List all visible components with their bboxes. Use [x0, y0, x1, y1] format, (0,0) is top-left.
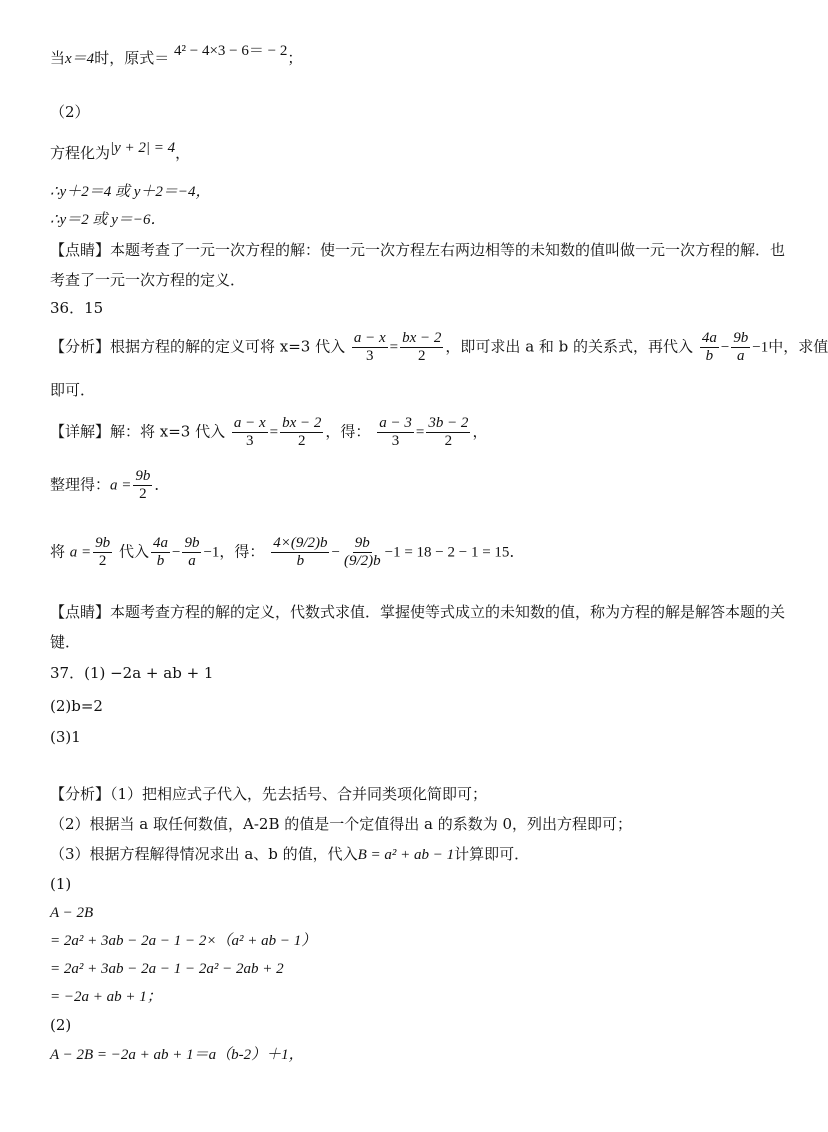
math: −1	[752, 339, 769, 356]
denominator: 2	[418, 348, 426, 364]
numerator: a − x	[233, 415, 266, 431]
line-17: (2)b=2	[50, 697, 103, 715]
operator: =	[389, 339, 399, 356]
text: ，得：	[219, 542, 265, 561]
text: 【详解】解：将 x=3 代入	[50, 422, 226, 441]
text: ，	[472, 422, 488, 441]
denominator: a	[188, 553, 196, 569]
operator: =	[269, 424, 279, 441]
line-11	[50, 415, 487, 450]
text: 中，求值	[768, 337, 828, 356]
line-24: = 2a² + 3ab − 2a − 1 − 2×（a² + ab − 1）	[50, 933, 317, 949]
denominator: b	[156, 553, 165, 569]
line-16: 37．(1) −2a + ab + 1	[50, 664, 214, 682]
operator: =	[415, 424, 425, 441]
line-1	[50, 43, 303, 69]
denominator: a	[737, 348, 745, 364]
fraction	[731, 330, 750, 365]
text: ．	[154, 475, 170, 494]
line-9	[50, 330, 828, 365]
math-expression: |y + 2| = 4	[110, 140, 176, 156]
text: ，得：	[325, 422, 371, 441]
text: 整理得：	[50, 475, 111, 494]
line-5: ∴y＝2 或 y＝−6．	[50, 212, 166, 228]
math-expression: 4² − 4×3 − 6＝ − 2	[173, 43, 288, 59]
fraction	[700, 330, 719, 365]
text: ，即可求出 a 和 b 的关系式，再代入	[445, 337, 694, 356]
math: a =	[69, 544, 92, 561]
line-26: = −2a + ab + 1；	[50, 989, 162, 1005]
operator: −	[331, 544, 340, 561]
fraction	[426, 415, 470, 450]
line-22: (1)	[50, 875, 72, 893]
text: 当	[50, 49, 66, 67]
line-4: ∴y＋2＝4 或 y＋2＝−4，	[50, 184, 211, 200]
math: −1 = 18 − 2 − 1 = 15	[384, 544, 510, 561]
line-14: 【点睛】本题考查方程的解的定义，代数式求值．掌握使等式成立的未知数的值，称为方程的解是解答本题的关	[50, 603, 786, 621]
line-27: (2)	[50, 1016, 72, 1034]
line-20: （2）根据当 a 取任何数值，A-2B 的值是一个定值得出 a 的系数为 0，列出方程即可；	[50, 815, 633, 833]
fraction	[271, 535, 329, 570]
text: 时，原式＝	[94, 49, 170, 67]
denominator: 2	[444, 433, 453, 449]
numerator: a − 3	[379, 415, 412, 431]
numerator: 4×(9/2)b	[273, 535, 328, 551]
denominator: 2	[98, 553, 107, 569]
denominator: b	[705, 348, 714, 364]
denominator: (9/2)b	[343, 553, 381, 569]
fraction	[182, 535, 201, 570]
line-15: 键．	[50, 633, 81, 651]
text: 将	[50, 542, 66, 561]
line-8: 36．15	[50, 299, 104, 317]
numerator: 9b	[354, 535, 370, 551]
numerator: bx − 2	[402, 330, 442, 346]
text: 【分析】根据方程的解的定义可将 x=3 代入	[50, 337, 346, 356]
numerator: 4a	[701, 330, 717, 346]
numerator: 9b	[95, 535, 111, 551]
fraction	[93, 535, 112, 570]
line-3	[50, 140, 191, 164]
fraction	[133, 468, 152, 503]
denominator: 3	[366, 348, 374, 364]
operator: −	[720, 339, 730, 356]
line-2: （2）	[50, 103, 90, 121]
line-12	[50, 468, 169, 503]
text: ．	[509, 542, 525, 561]
fraction	[400, 330, 443, 365]
denominator: 3	[246, 433, 254, 449]
numerator: 9b	[135, 468, 151, 484]
text: ，	[175, 144, 191, 162]
math-expression: B = a² + ab − 1	[357, 847, 455, 863]
operator: −	[171, 544, 181, 561]
math: a =	[110, 477, 132, 494]
denominator: 2	[139, 486, 147, 502]
text: 代入	[118, 542, 149, 561]
line-23: A − 2B	[50, 905, 94, 921]
denominator: 3	[391, 433, 400, 449]
math: −1	[203, 544, 220, 561]
numerator: 3b − 2	[428, 415, 469, 431]
text: 计算即可．	[454, 845, 530, 863]
line-6: 【点睛】本题考查了一元一次方程的解：使一元一次方程左右两边相等的未知数的值叫做一元一次方程的解．也	[50, 241, 786, 259]
line-10: 即可．	[50, 381, 96, 399]
numerator: 9b	[184, 535, 200, 551]
numerator: 9b	[733, 330, 749, 346]
fraction	[352, 330, 388, 365]
line-18: (3)1	[50, 728, 81, 746]
line-21	[50, 844, 529, 865]
line-13	[50, 535, 524, 570]
denominator: b	[296, 553, 305, 569]
math: x＝4	[65, 51, 95, 67]
line-19: 【分析】（1）把相应式子代入，先去括号、合并同类项化简即可；	[50, 785, 488, 803]
fraction	[151, 535, 170, 570]
line-7: 考查了一元一次方程的定义．	[50, 271, 246, 289]
numerator: 4a	[152, 535, 168, 551]
fraction	[232, 415, 268, 450]
fraction	[342, 535, 383, 570]
text: 方程化为	[50, 144, 111, 162]
line-28: A − 2B = −2a + ab + 1＝a（b-2）＋1，	[50, 1047, 304, 1063]
numerator: a − x	[353, 330, 386, 346]
numerator: bx − 2	[282, 415, 322, 431]
denominator: 2	[298, 433, 306, 449]
text: ；	[287, 49, 303, 67]
fraction	[280, 415, 323, 450]
line-25: = 2a² + 3ab − 2a − 1 − 2a² − 2ab + 2	[50, 961, 284, 977]
fraction	[377, 415, 414, 450]
text: （3）根据方程解得情况求出 a、b 的值，代入	[50, 845, 358, 863]
